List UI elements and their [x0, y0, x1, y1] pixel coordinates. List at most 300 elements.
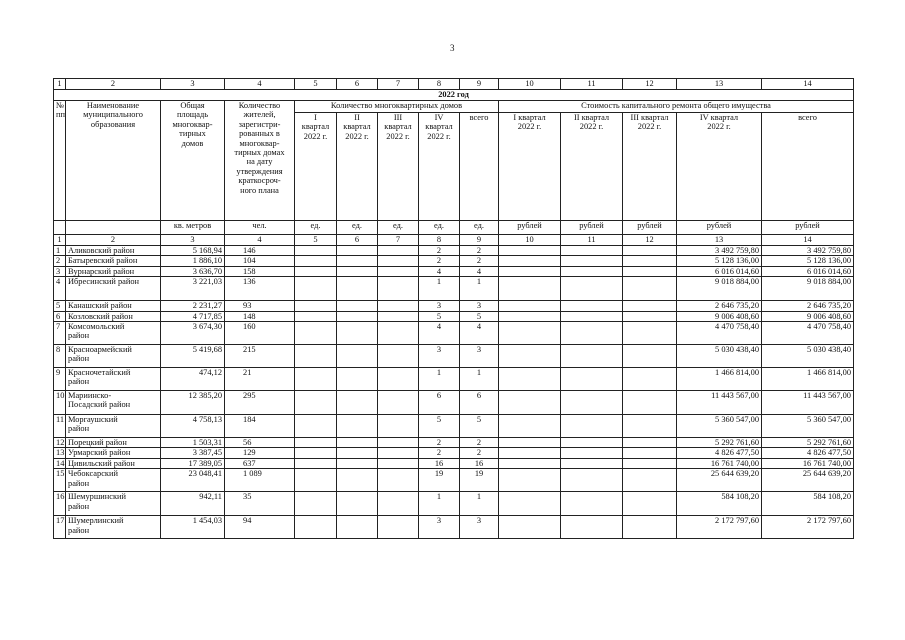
row-number: 3 [54, 266, 66, 276]
houses-q2 [337, 301, 378, 311]
houses-q1 [295, 438, 337, 448]
cost-total: 5 360 547,00 [762, 415, 854, 438]
column-number-13: 13 [677, 235, 762, 246]
municipality-name: Урмарский район [66, 448, 161, 458]
cost-total: 4 470 758,40 [762, 322, 854, 345]
houses-q2 [337, 415, 378, 438]
residents-value: 637 [225, 458, 295, 468]
year-title: 2022 год [54, 90, 854, 101]
cost-q3 [623, 438, 677, 448]
houses-q3 [378, 311, 419, 321]
houses-q2 [337, 438, 378, 448]
cost-q3 [623, 368, 677, 391]
cost-total: 584 108,20 [762, 492, 854, 516]
area-value: 3 636,70 [161, 266, 225, 276]
municipality-name: Красночетайский район [66, 368, 161, 391]
houses-total: 2 [460, 256, 499, 266]
year-row [54, 90, 854, 101]
cost-q3 [623, 322, 677, 345]
cost-q3 [623, 266, 677, 276]
row-number: 9 [54, 368, 66, 391]
houses-total: 3 [460, 301, 499, 311]
cost-q1 [499, 415, 561, 438]
cost-q1 [499, 301, 561, 311]
houses-q2 [337, 322, 378, 345]
houses-total: 1 [460, 492, 499, 516]
column-number-1: 1 [54, 235, 66, 246]
header-name: Наименование муниципального образования [66, 101, 161, 221]
municipality-name: Цивильский район [66, 458, 161, 468]
area-value: 3 674,30 [161, 322, 225, 345]
column-number-11: 11 [561, 79, 623, 90]
table-row [54, 266, 854, 276]
municipality-name: Порецкий район [66, 438, 161, 448]
residents-value: 56 [225, 438, 295, 448]
houses-q4: 3 [419, 301, 460, 311]
cost-q1 [499, 492, 561, 516]
cost-q3 [623, 458, 677, 468]
cost-q3 [623, 516, 677, 539]
houses-q2 [337, 469, 378, 492]
cost-q3 [623, 492, 677, 516]
cost-q1 [499, 266, 561, 276]
houses-q4: 5 [419, 311, 460, 321]
cost-q1 [499, 516, 561, 539]
cost-total: 2 646 735,20 [762, 301, 854, 311]
houses-q3 [378, 256, 419, 266]
row-number: 2 [54, 256, 66, 266]
houses-q2 [337, 345, 378, 368]
municipality-name: Мариинско- Посадский район [66, 391, 161, 415]
cost-q3 [623, 469, 677, 492]
area-value: 2 231,27 [161, 301, 225, 311]
residents-value: 136 [225, 277, 295, 301]
cost-q4: 16 761 740,00 [677, 458, 762, 468]
houses-q4: 2 [419, 246, 460, 256]
cost-total: 5 030 438,40 [762, 345, 854, 368]
houses-q1 [295, 391, 337, 415]
houses-total: 4 [460, 266, 499, 276]
table-row [54, 246, 854, 256]
area-value: 1 886,10 [161, 256, 225, 266]
cost-q1 [499, 277, 561, 301]
residents-value: 215 [225, 345, 295, 368]
cost-q4: 5 128 136,00 [677, 256, 762, 266]
houses-q2 [337, 458, 378, 468]
table-row [54, 277, 854, 301]
unit-cell-10: рублей [499, 221, 561, 235]
table-row [54, 345, 854, 368]
cost-q2 [561, 368, 623, 391]
residents-value: 158 [225, 266, 295, 276]
cost-q4: 5 360 547,00 [677, 415, 762, 438]
cost-q1 [499, 368, 561, 391]
houses-q3 [378, 492, 419, 516]
column-number-4: 4 [225, 79, 295, 90]
houses-q2 [337, 516, 378, 539]
column-number-8: 8 [419, 235, 460, 246]
area-value: 3 221,03 [161, 277, 225, 301]
header-houses-q1: I квартал 2022 г. [295, 113, 337, 221]
cost-total: 9 006 408,60 [762, 311, 854, 321]
column-number-11: 11 [561, 235, 623, 246]
houses-q4: 2 [419, 438, 460, 448]
area-value: 1 503,31 [161, 438, 225, 448]
houses-total: 19 [460, 469, 499, 492]
houses-q3 [378, 448, 419, 458]
municipality-name: Батыревский район [66, 256, 161, 266]
municipality-name: Моргаушский район [66, 415, 161, 438]
houses-q3 [378, 345, 419, 368]
cost-q4: 11 443 567,00 [677, 391, 762, 415]
column-number-7: 7 [378, 235, 419, 246]
table-row [54, 256, 854, 266]
row-number: 16 [54, 492, 66, 516]
row-number: 12 [54, 438, 66, 448]
cost-total: 5 128 136,00 [762, 256, 854, 266]
cost-q2 [561, 246, 623, 256]
cost-total: 4 826 477,50 [762, 448, 854, 458]
unit-cell-5: ед. [295, 221, 337, 235]
cost-q1 [499, 469, 561, 492]
houses-q1 [295, 415, 337, 438]
houses-q4: 2 [419, 256, 460, 266]
houses-q2 [337, 391, 378, 415]
cost-q2 [561, 448, 623, 458]
municipality-name: Шемуршинский район [66, 492, 161, 516]
houses-q4: 4 [419, 266, 460, 276]
houses-q4: 1 [419, 277, 460, 301]
houses-q2 [337, 266, 378, 276]
cost-q4: 584 108,20 [677, 492, 762, 516]
houses-q1 [295, 266, 337, 276]
cost-total: 3 492 759,80 [762, 246, 854, 256]
cost-total: 6 016 014,60 [762, 266, 854, 276]
houses-q4: 5 [419, 415, 460, 438]
area-value: 12 385,20 [161, 391, 225, 415]
table-row [54, 391, 854, 415]
cost-q2 [561, 391, 623, 415]
table-row [54, 469, 854, 492]
houses-total: 6 [460, 391, 499, 415]
houses-q2 [337, 448, 378, 458]
cost-total: 11 443 567,00 [762, 391, 854, 415]
residents-value: 184 [225, 415, 295, 438]
residents-value: 93 [225, 301, 295, 311]
table-row [54, 448, 854, 458]
column-number-12: 12 [623, 79, 677, 90]
residents-value: 146 [225, 246, 295, 256]
houses-total: 2 [460, 448, 499, 458]
cost-q3 [623, 277, 677, 301]
municipality-name: Красноармейский район [66, 345, 161, 368]
column-number-row [54, 235, 854, 246]
cost-q3 [623, 415, 677, 438]
houses-q1 [295, 492, 337, 516]
cost-q4: 5 292 761,60 [677, 438, 762, 448]
cost-q4: 4 826 477,50 [677, 448, 762, 458]
cost-q2 [561, 345, 623, 368]
page-number: 3 [450, 43, 455, 53]
residents-value: 148 [225, 311, 295, 321]
row-number: 15 [54, 469, 66, 492]
row-number: 1 [54, 246, 66, 256]
houses-q3 [378, 368, 419, 391]
column-number-1: 1 [54, 79, 66, 90]
unit-cell-8: ед. [419, 221, 460, 235]
column-number-10: 10 [499, 79, 561, 90]
cost-q3 [623, 391, 677, 415]
houses-q1 [295, 516, 337, 539]
area-value: 17 389,05 [161, 458, 225, 468]
row-number: 14 [54, 458, 66, 468]
cost-q2 [561, 266, 623, 276]
header-houses-q2: II квартал 2022 г. [337, 113, 378, 221]
residents-value: 35 [225, 492, 295, 516]
cost-q2 [561, 458, 623, 468]
column-number-5: 5 [295, 79, 337, 90]
houses-q3 [378, 415, 419, 438]
table-row [54, 438, 854, 448]
houses-total: 3 [460, 516, 499, 539]
column-number-row [54, 79, 854, 90]
houses-q3 [378, 266, 419, 276]
cost-q4: 2 172 797,60 [677, 516, 762, 539]
header-cost-q4: IV квартал 2022 г. [677, 113, 762, 221]
houses-q2 [337, 256, 378, 266]
cost-q1 [499, 246, 561, 256]
unit-cell-3: кв. метров [161, 221, 225, 235]
area-value: 23 048,41 [161, 469, 225, 492]
cost-q1 [499, 391, 561, 415]
cost-q1 [499, 448, 561, 458]
unit-cell-13: рублей [677, 221, 762, 235]
cost-q3 [623, 301, 677, 311]
header-residents: Количество жителей, зарегистри- рованных в многоквар- тирных домах на дату утверждения краткосроч- ного плана [225, 101, 295, 221]
row-number: 8 [54, 345, 66, 368]
residents-value: 1 089 [225, 469, 295, 492]
column-number-3: 3 [161, 235, 225, 246]
houses-q1 [295, 277, 337, 301]
header-houses-q3: III квартал 2022 г. [378, 113, 419, 221]
table-row [54, 516, 854, 539]
cost-q2 [561, 492, 623, 516]
municipality-name: Вурнарский район [66, 266, 161, 276]
unit-cell-11: рублей [561, 221, 623, 235]
column-number-7: 7 [378, 79, 419, 90]
houses-q4: 4 [419, 322, 460, 345]
cost-q4: 5 030 438,40 [677, 345, 762, 368]
houses-q3 [378, 469, 419, 492]
houses-q3 [378, 438, 419, 448]
cost-total: 25 644 639,20 [762, 469, 854, 492]
column-number-12: 12 [623, 235, 677, 246]
table-row [54, 322, 854, 345]
row-number: 4 [54, 277, 66, 301]
cost-total: 2 172 797,60 [762, 516, 854, 539]
cost-q4: 9 006 408,60 [677, 311, 762, 321]
houses-q1 [295, 469, 337, 492]
header-cost-group: Стоимость капитального ремонта общего имущества [499, 101, 854, 113]
houses-total: 1 [460, 277, 499, 301]
houses-total: 3 [460, 345, 499, 368]
header-cost-q1: I квартал 2022 г. [499, 113, 561, 221]
houses-q4: 3 [419, 516, 460, 539]
municipality-name: Козловский район [66, 311, 161, 321]
houses-q1 [295, 448, 337, 458]
residents-value: 94 [225, 516, 295, 539]
cost-q2 [561, 277, 623, 301]
table-row [54, 415, 854, 438]
row-number: 7 [54, 322, 66, 345]
table-row [54, 301, 854, 311]
table-row [54, 458, 854, 468]
row-number: 13 [54, 448, 66, 458]
row-number: 6 [54, 311, 66, 321]
unit-cell-7: ед. [378, 221, 419, 235]
residents-value: 160 [225, 322, 295, 345]
houses-q1 [295, 256, 337, 266]
table-row [54, 492, 854, 516]
header-area: Общая площадь многоквар- тирных домов [161, 101, 225, 221]
cost-q1 [499, 322, 561, 345]
header-no: № пп [54, 101, 66, 221]
municipality-name: Шумерлинский район [66, 516, 161, 539]
column-number-9: 9 [460, 79, 499, 90]
cost-q1 [499, 256, 561, 266]
area-value: 5 168,94 [161, 246, 225, 256]
column-number-6: 6 [337, 235, 378, 246]
column-number-10: 10 [499, 235, 561, 246]
units-row [54, 221, 854, 235]
cost-q4: 6 016 014,60 [677, 266, 762, 276]
column-number-3: 3 [161, 79, 225, 90]
header-cost-q3: III квартал 2022 г. [623, 113, 677, 221]
column-number-2: 2 [66, 79, 161, 90]
row-number: 11 [54, 415, 66, 438]
header-houses-group: Количество многоквартирных домов [295, 101, 499, 113]
area-value: 942,11 [161, 492, 225, 516]
column-number-14: 14 [762, 79, 854, 90]
houses-total: 16 [460, 458, 499, 468]
residents-value: 104 [225, 256, 295, 266]
houses-q3 [378, 301, 419, 311]
municipality-name: Аликовский район [66, 246, 161, 256]
houses-q4: 1 [419, 492, 460, 516]
area-value: 4 758,13 [161, 415, 225, 438]
cost-q4: 4 470 758,40 [677, 322, 762, 345]
cost-q1 [499, 345, 561, 368]
cost-q3 [623, 256, 677, 266]
houses-q1 [295, 301, 337, 311]
area-value: 4 717,85 [161, 311, 225, 321]
houses-q3 [378, 322, 419, 345]
header-cost-q2: II квартал 2022 г. [561, 113, 623, 221]
unit-cell-6: ед. [337, 221, 378, 235]
cost-q3 [623, 311, 677, 321]
header-houses-total: всего [460, 113, 499, 221]
unit-cell-1 [54, 221, 66, 235]
cost-q2 [561, 516, 623, 539]
cost-q4: 2 646 735,20 [677, 301, 762, 311]
area-value: 5 419,68 [161, 345, 225, 368]
column-number-14: 14 [762, 235, 854, 246]
houses-total: 1 [460, 368, 499, 391]
column-number-9: 9 [460, 235, 499, 246]
cost-q4: 3 492 759,80 [677, 246, 762, 256]
row-number: 5 [54, 301, 66, 311]
houses-q1 [295, 345, 337, 368]
houses-q1 [295, 322, 337, 345]
column-number-2: 2 [66, 235, 161, 246]
cost-q2 [561, 322, 623, 345]
cost-total: 9 018 884,00 [762, 277, 854, 301]
column-number-13: 13 [677, 79, 762, 90]
houses-total: 4 [460, 322, 499, 345]
municipality-name: Чебоксарский район [66, 469, 161, 492]
cost-q3 [623, 448, 677, 458]
cost-total: 1 466 814,00 [762, 368, 854, 391]
houses-q4: 19 [419, 469, 460, 492]
houses-q1 [295, 311, 337, 321]
residents-value: 295 [225, 391, 295, 415]
unit-cell-14: рублей [762, 221, 854, 235]
unit-cell-12: рублей [623, 221, 677, 235]
houses-q3 [378, 391, 419, 415]
cost-q4: 1 466 814,00 [677, 368, 762, 391]
residents-value: 21 [225, 368, 295, 391]
column-number-4: 4 [225, 235, 295, 246]
cost-q3 [623, 246, 677, 256]
houses-q2 [337, 492, 378, 516]
cost-q1 [499, 438, 561, 448]
houses-q1 [295, 368, 337, 391]
header-cost-total: всего [762, 113, 854, 221]
cost-q2 [561, 438, 623, 448]
houses-q4: 6 [419, 391, 460, 415]
area-value: 3 387,45 [161, 448, 225, 458]
column-number-6: 6 [337, 79, 378, 90]
cost-q2 [561, 469, 623, 492]
houses-q2 [337, 311, 378, 321]
column-number-8: 8 [419, 79, 460, 90]
houses-q3 [378, 246, 419, 256]
cost-q2 [561, 311, 623, 321]
cost-q1 [499, 458, 561, 468]
unit-cell-9: ед. [460, 221, 499, 235]
area-value: 474,12 [161, 368, 225, 391]
row-number: 17 [54, 516, 66, 539]
houses-q4: 2 [419, 448, 460, 458]
cost-total: 16 761 740,00 [762, 458, 854, 468]
column-number-5: 5 [295, 235, 337, 246]
municipality-name: Канашский район [66, 301, 161, 311]
houses-q2 [337, 246, 378, 256]
table-row [54, 311, 854, 321]
residents-value: 129 [225, 448, 295, 458]
cost-q3 [623, 345, 677, 368]
cost-q1 [499, 311, 561, 321]
houses-total: 5 [460, 415, 499, 438]
header-houses-q4: IV квартал 2022 г. [419, 113, 460, 221]
cost-q4: 9 018 884,00 [677, 277, 762, 301]
houses-total: 2 [460, 246, 499, 256]
houses-q4: 3 [419, 345, 460, 368]
cost-q4: 25 644 639,20 [677, 469, 762, 492]
unit-cell-2 [66, 221, 161, 235]
cost-total: 5 292 761,60 [762, 438, 854, 448]
houses-q3 [378, 277, 419, 301]
